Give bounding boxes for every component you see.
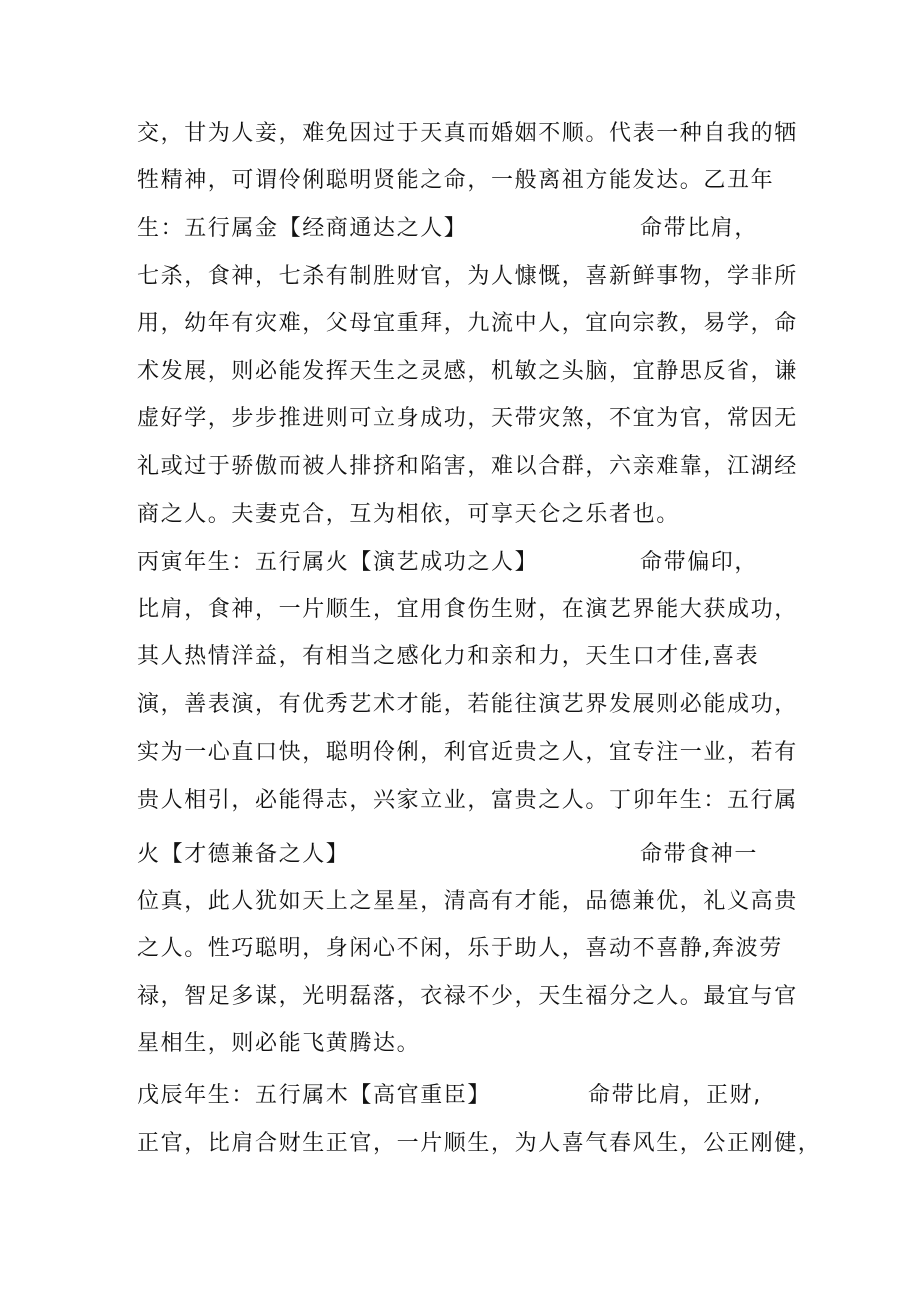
line-text: 戊辰年生：五行属木【高官重臣】	[137, 1083, 492, 1108]
line-text: 生：五行属金【经商通达之人】	[137, 216, 468, 241]
text-line	[137, 597, 798, 623]
line-text: 虚好学，步步推进则可立身成功，天带灾煞，不宜为官，常因无	[137, 406, 798, 431]
text-line	[137, 406, 798, 432]
line-text: 正官，比肩合财生正官，一片顺生，为人喜气春风生，公正刚健，	[137, 1131, 822, 1156]
line-text: 商之人。夫妻克合，互为相依，可享天仑之乐者也。	[137, 502, 680, 527]
line-text-right: 命带食神一	[640, 842, 759, 867]
line-text: 禄，智足多谋，光明磊落，衣禄不少，天生福分之人。最宜与官	[137, 984, 798, 1009]
text-line	[137, 788, 798, 814]
line-text: 丙寅年生：五行属火【演艺成功之人】	[137, 550, 539, 575]
line-text-right: 命带比肩，	[640, 216, 759, 241]
line-text: 其人热情洋益，有相当之感化力和亲和力，天生口才佳,喜表	[137, 644, 760, 669]
line-text: 比肩，食神，一片顺生，宜用食伤生财，在演艺界能大获成功，	[137, 597, 798, 622]
text-line	[137, 264, 798, 290]
line-text: 星相生，则必能飞黄腾达。	[137, 1031, 421, 1056]
line-text: 交，甘为人妾，难免因过于天真而婚姻不顺。代表一种自我的牺	[137, 121, 798, 146]
text-line	[137, 740, 798, 766]
text-line	[137, 889, 798, 915]
text-line	[137, 216, 759, 242]
text-line	[137, 644, 759, 670]
text-line	[137, 359, 798, 385]
line-text: 之人。性巧聪明，身闲心不闲，乐于助人，喜动不喜静,奔波劳	[137, 936, 783, 961]
text-line	[137, 168, 774, 194]
text-line	[137, 311, 798, 337]
text-line	[137, 1083, 762, 1109]
line-text-right: 命带偏印，	[640, 550, 759, 575]
text-line	[137, 984, 798, 1010]
line-text: 用，幼年有灾难，父母宜重拜，九流中人，宜向宗教，易学，命	[137, 311, 798, 336]
line-text: 贵人相引，必能得志，兴家立业，富贵之人。丁卯年生：五行属	[137, 788, 798, 813]
text-line	[137, 121, 798, 147]
text-line	[137, 1131, 821, 1157]
line-text-right: 命带比肩，正财,	[588, 1083, 762, 1108]
line-text: 火【才德兼备之人】	[137, 842, 350, 867]
text-line	[137, 842, 759, 868]
line-text: 位真，此人犹如天上之星星，清高有才能，品德兼优，礼义高贵	[137, 889, 798, 914]
text-line	[137, 692, 798, 718]
text-line	[137, 550, 759, 576]
line-text: 礼或过于骄傲而被人排挤和陷害，难以合群，六亲难靠，江湖经	[137, 454, 798, 479]
text-line	[137, 936, 783, 962]
line-text: 实为一心直口快，聪明伶俐，利官近贵之人，宜专注一业，若有	[137, 740, 798, 765]
text-line	[137, 454, 798, 480]
line-text: 演，善表演，有优秀艺术才能，若能往演艺界发展则必能成功，	[137, 692, 798, 717]
text-line	[137, 502, 680, 528]
line-text: 七杀，食神，七杀有制胜财官，为人慷慨，喜新鲜事物，学非所	[137, 264, 798, 289]
line-text: 术发展，则必能发挥天生之灵感，机敏之头脑，宜静思反省，谦	[137, 359, 798, 384]
line-text: 牲精神，可谓伶俐聪明贤能之命，一般离祖方能发达。乙丑年	[137, 168, 775, 193]
text-line	[137, 1031, 420, 1057]
